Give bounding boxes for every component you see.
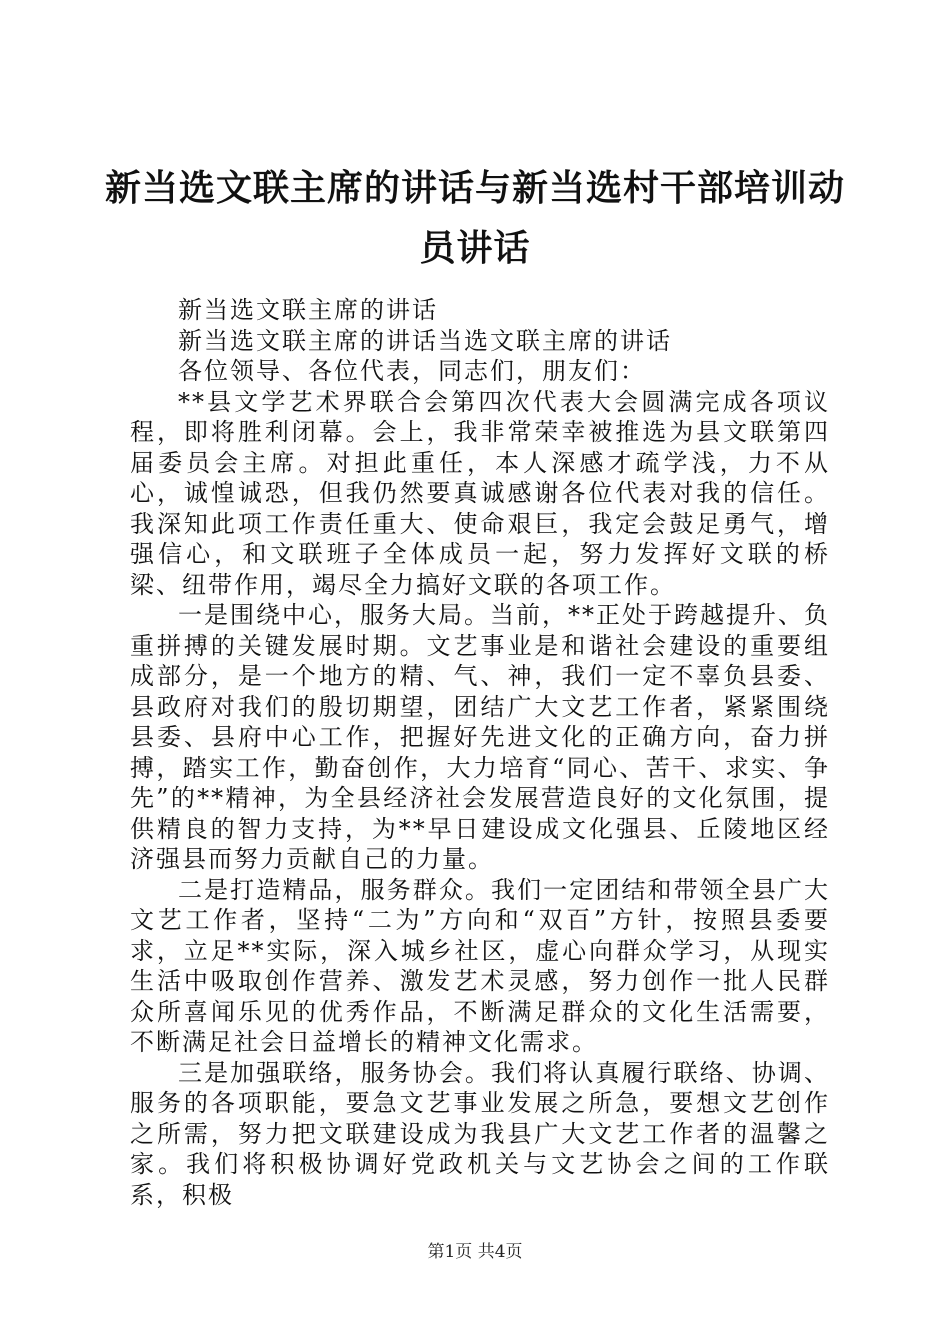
paragraph-salutation: 各位领导、各位代表，同志们，朋友们：: [178, 357, 646, 385]
paragraph-point-two: 二是打造精品，服务群众。我们一定团结和带领全县广大文艺工作者，坚持“二为”方向和“双百”方针，按照县委要求，立足**实际，深入城乡社区，虚心向群众学习，从现实生活中吸取创作营养、激发艺术灵感，努力创作一批人民群众所喜闻乐见的优秀作品，不断满足群众的文化生活需要，不断满足社会日益增长的精神文化需求。: [130, 875, 830, 1056]
paragraph-point-one: 一是围绕中心，服务大局。当前，**正处于跨越提升、负重拼搏的关键发展时期。文艺事业是和谐社会建设的重要组成部分，是一个地方的精、气、神，我们一定不辜负县委、县政府对我们的殷切期望，团结广大文艺工作者，紧紧围绕县委、县府中心工作，把握好先进文化的正确方向，奋力拼搏，踏实工作，勤奋创作，大力培育“同心、苦干、求实、争先”的**精神，为全县经济社会发展营造良好的文化氛围，提供精良的智力支持，为**早日建设成文化强县、丘陵地区经济强县而努力贡献自己的力量。: [130, 601, 830, 873]
paragraph-intro: **县文学艺术界联合会第四次代表大会圆满完成各项议程，即将胜利闭幕。会上，我非常荣幸被推选为县文联第四届委员会主席。对担此重任，本人深感才疏学浅，力不从心，诚惶诚恐，但我仍然要真诚感谢各位代表对我的信任。我深知此项工作责任重大、使命艰巨，我定会鼓足勇气，增强信心，和文联班子全体成员一起，努力发挥好文联的桥梁、纽带作用，竭尽全力搞好文联的各项工作。: [130, 387, 830, 599]
document-body: [130, 295, 830, 1210]
page-footer: 第1页 共4页: [427, 1242, 523, 1262]
paragraph-point-three: 三是加强联络，服务协会。我们将认真履行联络、协调、服务的各项职能，要急文艺事业发展之所急，要想文艺创作之所需，努力把文联建设成为我县广大文艺工作者的温馨之家。我们将积极协调好党政机关与文艺协会之间的工作联系，积极: [130, 1058, 830, 1209]
paragraph-subtitle: 新当选文联主席的讲话: [178, 296, 438, 324]
paragraph-subtitle-repeat: 新当选文联主席的讲话当选文联主席的讲话: [178, 326, 672, 355]
document-title: 新当选文联主席的讲话与新当选村干部培训动员讲话: [104, 167, 845, 269]
